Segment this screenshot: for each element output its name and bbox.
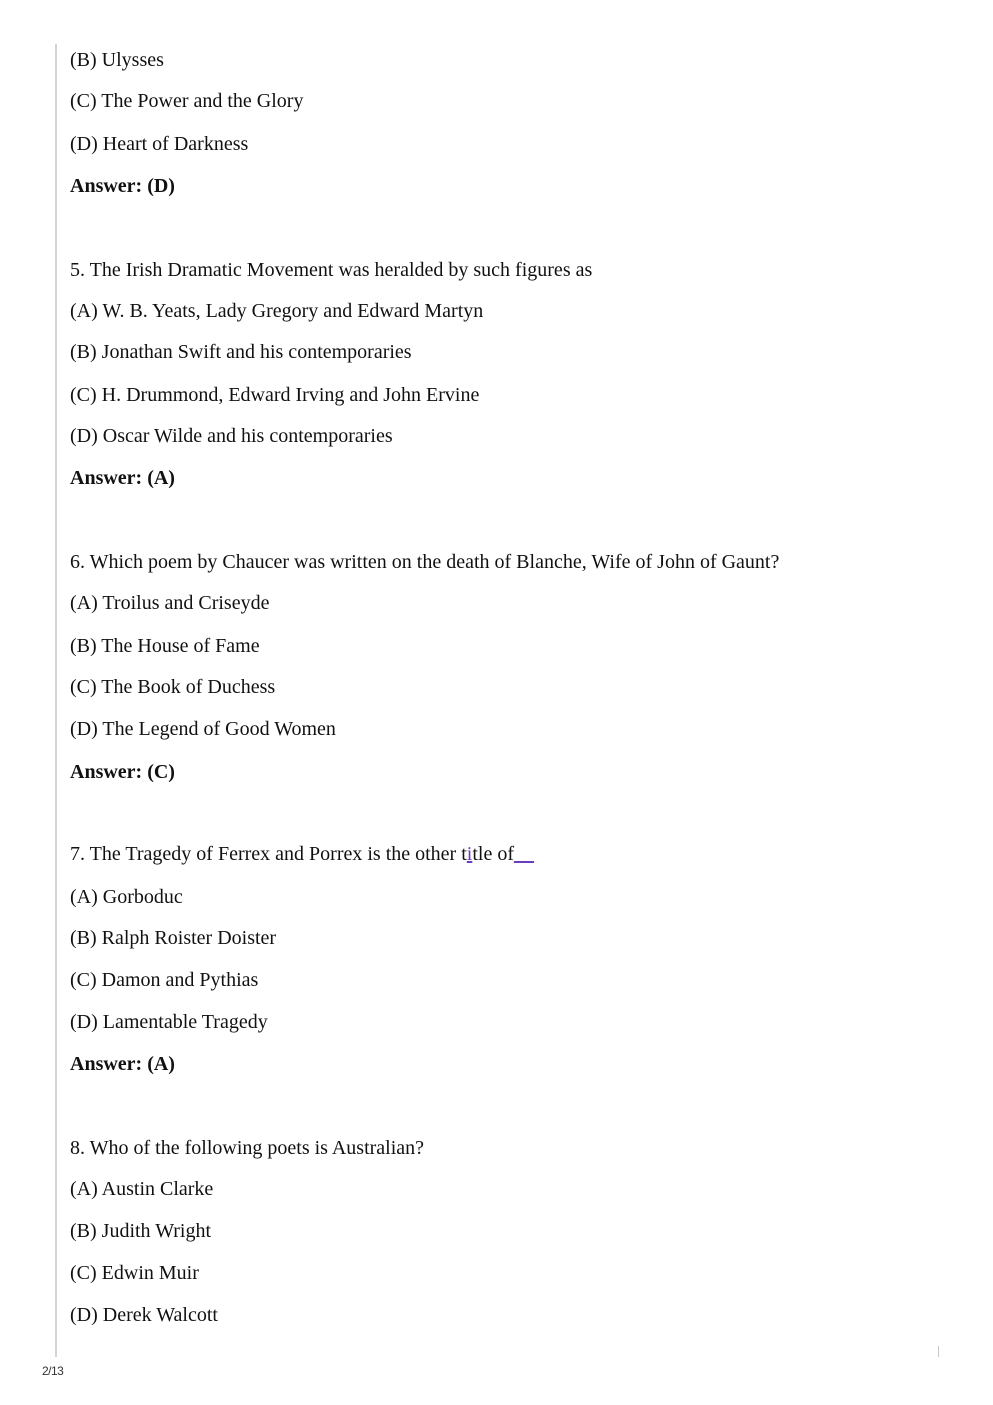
page-margin-line: [55, 44, 57, 1357]
option: (B) Judith Wright: [70, 1220, 212, 1242]
option: (C) The Power and the Glory: [70, 90, 304, 112]
option: (D) Oscar Wilde and his contemporaries: [70, 425, 393, 447]
spell-mark: i: [466, 843, 473, 865]
option: (B) Ralph Roister Doister: [70, 927, 277, 949]
page-number: 2/13: [42, 1364, 64, 1378]
option: (C) Edwin Muir: [70, 1262, 199, 1284]
option: (B) Jonathan Swift and his contemporaries: [70, 341, 412, 363]
answer: Answer: (A): [70, 467, 175, 489]
answer: Answer: (C): [70, 761, 175, 783]
answer-blank: __: [514, 843, 534, 865]
option: (B) Ulysses: [70, 49, 164, 71]
option: (A) Austin Clarke: [70, 1178, 214, 1200]
option: (D) The Legend of Good Women: [70, 718, 336, 740]
option: (A) Gorboduc: [70, 886, 183, 908]
question-text: 5. The Irish Dramatic Movement was heralded by such figures as: [70, 259, 593, 281]
answer: Answer: (A): [70, 1053, 175, 1075]
question-text: 7. The Tragedy of Ferrex and Porrex is the other title of__: [70, 843, 534, 865]
option: (A) W. B. Yeats, Lady Gregory and Edward Martyn: [70, 300, 484, 322]
question-text: 6. Which poem by Chaucer was written on the death of Blanche, Wife of John of Gaunt?: [70, 551, 780, 573]
page-corner-mark: [938, 1346, 939, 1357]
option: (C) Damon and Pythias: [70, 969, 259, 991]
option: (D) Lamentable Tragedy: [70, 1011, 268, 1033]
option: (A) Troilus and Criseyde: [70, 592, 270, 614]
answer: Answer: (D): [70, 175, 175, 197]
option: (C) The Book of Duchess: [70, 676, 276, 698]
option: (D) Heart of Darkness: [70, 133, 249, 155]
option: (D) Derek Walcott: [70, 1304, 218, 1326]
option: (C) H. Drummond, Edward Irving and John Ervine: [70, 384, 480, 406]
option: (B) The House of Fame: [70, 635, 260, 657]
question-text: 8. Who of the following poets is Australian?: [70, 1137, 425, 1159]
